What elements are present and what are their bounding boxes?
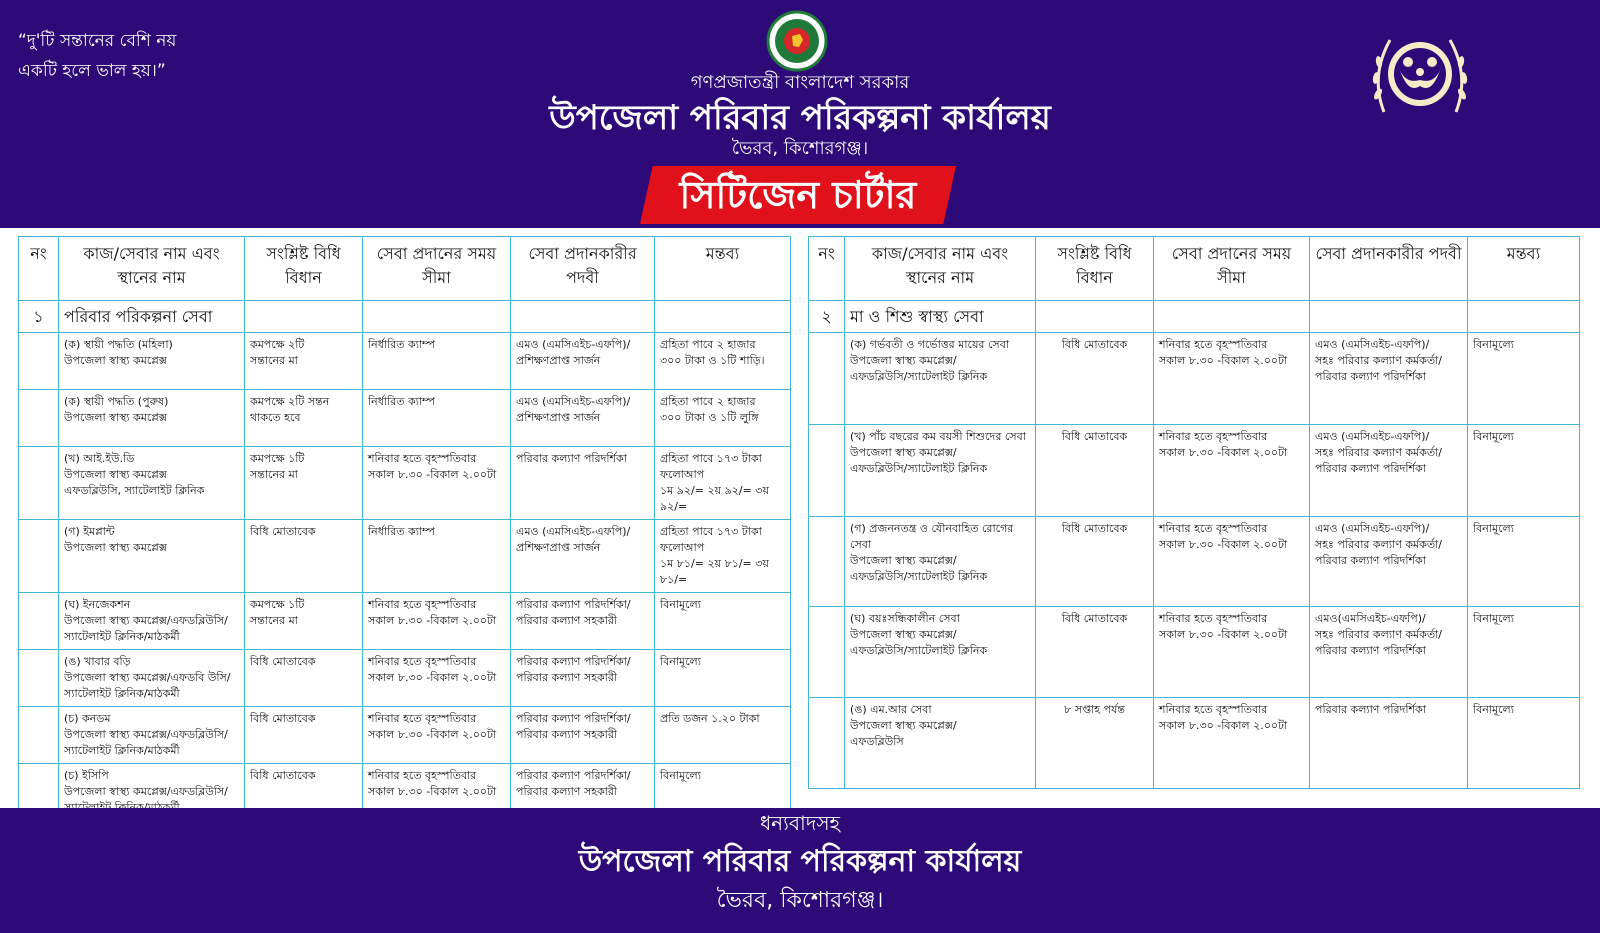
table-row <box>809 607 1580 698</box>
provider-line: এমও (এমসিএইচ-এফপি)/ <box>516 525 631 538</box>
provider-line: সহঃ পরিবার কল্যাণ কর্মকর্তা/ <box>1315 446 1443 459</box>
cell-service <box>845 607 1036 698</box>
service-line: এফডব্লিউসি <box>850 735 904 748</box>
citizen-charter-badge <box>640 166 956 224</box>
provider-line: পরিবার কল্যাণ পরিদর্শিকা <box>1315 703 1426 716</box>
time-line: শনিবার হতে বৃহস্পতিবার <box>1159 703 1268 716</box>
office-location: ভৈরব, কিশোরগঞ্জ। <box>731 138 869 159</box>
cell-remark <box>1468 425 1580 517</box>
rule-line: থাকতে হবে <box>250 411 301 424</box>
cell-service <box>845 698 1036 789</box>
row-number-cell <box>19 447 59 520</box>
remark-line: গ্রহিতা পাবে ১৭৩ টাকা <box>660 452 762 465</box>
service-line: স্যাটেলাইট ক্লিনিক/মাঠকর্মী <box>64 630 180 643</box>
service-line: (চ) ইসিপি <box>64 769 109 782</box>
cell-time <box>1154 425 1310 517</box>
service-line: এফডব্লিউসি/স্যাটেলাইট ক্লিনিক <box>850 462 988 475</box>
remark-line: ফলোআপ <box>660 541 705 554</box>
cell-rule <box>245 650 363 707</box>
service-line: (গ) ইমপ্লান্ট <box>64 525 115 538</box>
cell-service <box>59 520 245 593</box>
service-line: উপজেলা স্বাস্থ্য কমপ্লেক্স <box>64 468 167 481</box>
provider-line: প্রশিক্ষণপ্রাপ্ত সার্জন <box>516 411 601 424</box>
cell-time <box>363 333 511 390</box>
cell-rule <box>245 707 363 764</box>
table-row <box>19 447 791 520</box>
rule-line: বিধি মোতাবেক <box>250 712 316 725</box>
cell-remark <box>1468 607 1580 698</box>
section-row <box>19 301 791 333</box>
service-line: উপজেলা স্বাস্থ্য কমপ্লেক্স/ <box>850 719 957 732</box>
row-number-cell <box>809 333 845 425</box>
rule-line: বিধি মোতাবেক <box>250 525 316 538</box>
time-line: শনিবার হতে বৃহস্পতিবার <box>1159 522 1268 535</box>
provider-line: পরিবার কল্যাণ পরিদর্শিকা <box>1315 370 1426 383</box>
time-line: সকাল ৮.৩০ -বিকাল ২.০০টা <box>368 614 497 627</box>
provider-line: সহঃ পরিবার কল্যাণ কর্মকর্তা/ <box>1315 354 1443 367</box>
slogan-line-1: “দু'টি সন্তানের বেশি নয় <box>18 31 177 51</box>
time-line: শনিবার হতে বৃহস্পতিবার <box>1159 612 1268 625</box>
slogan-line-2: একটি হলে ভাল হয়।” <box>18 61 166 81</box>
rule-line: কমপক্ষে ১টি <box>250 452 305 465</box>
column-header-no: নং <box>809 237 845 301</box>
cell-time <box>363 707 511 764</box>
section-row <box>809 301 1580 333</box>
cell-service <box>59 593 245 650</box>
service-line: (ক) স্থায়ী পদ্ধতি (পুরুষ) <box>64 395 169 408</box>
provider-line: এমও (এমসিএইচ-এফপি)/ <box>1315 430 1430 443</box>
cell-remark <box>655 520 791 593</box>
cell-time <box>1154 607 1310 698</box>
remark-line: প্রতি ডজন ১.২০ টাকা <box>660 712 760 725</box>
rule-line: কমপক্ষে ১টি <box>250 598 305 611</box>
cell-service <box>59 390 245 447</box>
table-row <box>809 425 1580 517</box>
time-line: সকাল ৮.৩০ -বিকাল ২.০০টা <box>368 468 497 481</box>
service-line: (ঙ) এম.আর সেবা <box>850 703 932 716</box>
cell-rule <box>1036 425 1154 517</box>
remark-line: ফলোআপ <box>660 468 705 481</box>
rule-line: বিধি মোতাবেক <box>250 655 316 668</box>
column-header-service: কাজ/সেবার নাম এবং স্থানের নাম <box>59 237 245 301</box>
provider-line: পরিবার কল্যাণ পরিদর্শিকা/ <box>516 598 631 611</box>
service-line: (খ) আই.ইউ.ডি <box>64 452 135 465</box>
rule-line: কমপক্ষে ২টি সন্তন <box>250 395 330 408</box>
time-line: সকাল ৮.৩০ -বিকাল ২.০০টা <box>1159 538 1288 551</box>
row-number-cell <box>19 593 59 650</box>
remark-line: বিনামূল্যে <box>660 598 701 611</box>
table-row <box>19 333 791 390</box>
cell-remark <box>1468 333 1580 425</box>
cell-time <box>363 593 511 650</box>
provider-line: পরিবার কল্যাণ পরিদর্শিকা <box>1315 644 1426 657</box>
service-line: উপজেলা স্বাস্থ্য কমপ্লেক্স/ <box>850 354 957 367</box>
remark-line: বিনামূল্যে <box>660 655 701 668</box>
table-row <box>19 707 791 764</box>
rule-line: বিধি মোতাবেক <box>1061 612 1128 625</box>
cell-provider <box>511 593 655 650</box>
cell-remark <box>655 650 791 707</box>
service-line: (গ) প্রজননতন্ত্র ও যৌনবাহিত রোগের সেবা <box>850 522 1014 551</box>
cell-rule <box>1036 517 1154 607</box>
cell-provider <box>1310 333 1468 425</box>
time-line: শনিবার হতে বৃহস্পতিবার <box>368 712 477 725</box>
column-header-remark: মন্তব্য <box>1468 237 1580 301</box>
column-header-remark: মন্তব্য <box>655 237 791 301</box>
remark-line: ১ম ৮১/= ২য় ৮১/= ৩য় ৮১/= <box>660 557 769 586</box>
provider-line: পরিবার কল্যাণ পরিদর্শিকা <box>516 452 627 465</box>
service-line: উপজেলা স্বাস্থ্য কমপ্লেক্স/এফডব্লিউসি/ <box>64 614 228 627</box>
column-header-time: সেবা প্রদানের সময় সীমা <box>363 237 511 301</box>
cell-provider <box>1310 517 1468 607</box>
column-header-no: নং <box>19 237 59 301</box>
cell-rule <box>245 593 363 650</box>
cell-remark <box>655 390 791 447</box>
provider-line: পরিবার কল্যাণ পরিদর্শিকা <box>1315 554 1426 567</box>
footer-thanks: ধন্যবাদসহ <box>759 811 841 835</box>
cell-provider <box>511 447 655 520</box>
table-header-row <box>809 237 1580 301</box>
service-line: স্যাটেলাইট ক্লিনিক/মাঠকর্মী <box>64 744 180 757</box>
service-line: (চ) কনডম <box>64 712 111 725</box>
time-line: সকাল ৮.৩০ -বিকাল ২.০০টা <box>1159 354 1288 367</box>
cell-service <box>59 447 245 520</box>
charter-title: সিটিজেন চার্টার <box>679 173 917 217</box>
cell-rule <box>245 447 363 520</box>
remark-line: বিনামূল্যে <box>1473 612 1514 625</box>
service-line: উপজেলা স্বাস্থ্য কমপ্লেক্স/ <box>850 554 957 567</box>
rule-line: বিধি মোতাবেক <box>1061 338 1128 351</box>
provider-line: পরিবার কল্যাণ পরিদর্শিকা/ <box>516 712 631 725</box>
cell-time <box>1154 698 1310 789</box>
rule-line: বিধি মোতাবেক <box>1061 522 1128 535</box>
service-line: উপজেলা স্বাস্থ্য কমপ্লেক্স/এফডব্লিউসি/ <box>64 785 228 798</box>
remark-line: বিনামূল্যে <box>1473 338 1514 351</box>
service-line: (খ) পাঁচ বছরের কম বয়সী শিশুদের সেবা <box>850 430 1026 443</box>
provider-line: পরিবার কল্যাণ সহকারী <box>516 614 618 627</box>
cell-rule <box>245 390 363 447</box>
provider-line: এমও (এমসিএইচ-এফপি)/ <box>516 395 631 408</box>
cell-remark <box>655 593 791 650</box>
column-header-service: কাজ/সেবার নাম এবং স্থানের নাম <box>845 237 1036 301</box>
time-line: শনিবার হতে বৃহস্পতিবার <box>368 452 477 465</box>
rule-line: সন্তানের মা <box>250 614 298 627</box>
table-header-row <box>19 237 791 301</box>
time-line: শনিবার হতে বৃহস্পতিবার <box>1159 338 1268 351</box>
cell-service <box>845 425 1036 517</box>
column-header-rule: সংশ্লিষ্ট বিধি বিধান <box>245 237 363 301</box>
table-row <box>19 650 791 707</box>
row-number-cell <box>809 698 845 789</box>
cell-time <box>363 447 511 520</box>
remark-line: ৩০০ টাকা ও ১টি শাড়ি। <box>660 354 765 367</box>
row-number-cell <box>19 333 59 390</box>
service-line: উপজেলা স্বাস্থ্য কমপ্লেক্স <box>64 411 167 424</box>
table-row <box>809 333 1580 425</box>
rule-line: সন্তানের মা <box>250 354 298 367</box>
service-line: এফডব্লিউসি, স্যাটেলাইট ক্লিনিক <box>64 484 205 497</box>
time-line: নির্ধারিত ক্যাম্প <box>368 395 435 408</box>
column-header-provider: সেবা প্রদানকারীর পদবী <box>511 237 655 301</box>
cell-provider <box>1310 425 1468 517</box>
cell-service <box>845 517 1036 607</box>
service-line: স্যাটেলাইট ক্লিনিক/মাঠকর্মী <box>64 687 180 700</box>
service-line: এফডব্লিউসি/স্যাটেলাইট ক্লিনিক <box>850 370 988 383</box>
empty-cell <box>363 301 511 333</box>
service-line: (ঘ) বয়ঃসন্ধিকালীন সেবা <box>850 612 960 625</box>
remark-line: বিনামূল্যে <box>1473 430 1514 443</box>
service-line: এফডব্লিউসি/স্যাটেলাইট ক্লিনিক <box>850 644 988 657</box>
provider-line: পরিবার কল্যাণ সহকারী <box>516 728 618 741</box>
provider-line: পরিবার কল্যাণ পরিদর্শিকা <box>1315 462 1426 475</box>
cell-remark <box>655 707 791 764</box>
table-row <box>809 698 1580 789</box>
provider-line: এমও (এমসিএইচ-এফপি)/ <box>516 338 631 351</box>
cell-remark <box>655 333 791 390</box>
cell-remark <box>1468 517 1580 607</box>
empty-cell <box>1154 301 1310 333</box>
service-line: উপজেলা স্বাস্থ্য কমপ্লেক্স <box>64 541 167 554</box>
time-line: সকাল ৮.৩০ -বিকাল ২.০০টা <box>1159 446 1288 459</box>
provider-line: এমও(এমসিএইচ-এফপি)/ <box>1315 612 1426 625</box>
service-line: এফডব্লিউসি/স্যাটেলাইট ক্লিনিক <box>850 570 988 583</box>
remark-line: গ্রহিতা পাবে ২ হাজার <box>660 338 756 351</box>
cell-provider <box>511 333 655 390</box>
provider-line: পরিবার কল্যাণ পরিদর্শিকা/ <box>516 655 631 668</box>
time-line: শনিবার হতে বৃহস্পতিবার <box>368 655 477 668</box>
remark-line: বিনামূল্যে <box>660 769 701 782</box>
cell-rule <box>245 520 363 593</box>
cell-provider <box>1310 607 1468 698</box>
time-line: সকাল ৮.৩০ -বিকাল ২.০০টা <box>368 785 497 798</box>
cell-provider <box>511 650 655 707</box>
empty-cell <box>245 301 363 333</box>
empty-cell <box>1310 301 1468 333</box>
time-line: সকাল ৮.৩০ -বিকাল ২.০০টা <box>368 728 497 741</box>
cell-provider <box>511 520 655 593</box>
row-number-cell <box>19 390 59 447</box>
table-row <box>19 593 791 650</box>
cell-rule <box>1036 607 1154 698</box>
row-number-cell <box>809 607 845 698</box>
table-row <box>809 517 1580 607</box>
column-header-provider: সেবা প্রদানকারীর পদবী <box>1310 237 1468 301</box>
cell-remark <box>1468 698 1580 789</box>
cell-rule <box>245 333 363 390</box>
office-title: উপজেলা পরিবার পরিকল্পনা কার্যালয় <box>549 98 1051 138</box>
remark-line: ১ম ৯২/= ২য় ৯২/= ৩য় ৯২/= <box>660 484 769 513</box>
remark-line: বিনামূল্যে <box>1473 703 1514 716</box>
service-line: উপজেলা স্বাস্থ্য কমপ্লেক্স/এফডবি উসি/ <box>64 671 231 684</box>
provider-line: এমও (এমসিএইচ-এফপি)/ <box>1315 522 1430 535</box>
cell-service <box>59 650 245 707</box>
row-number-cell <box>19 520 59 593</box>
service-line: (ঘ) ইনজেকশন <box>64 598 131 611</box>
time-line: শনিবার হতে বৃহস্পতিবার <box>368 598 477 611</box>
cell-service <box>59 707 245 764</box>
row-number-cell <box>809 425 845 517</box>
cell-provider <box>511 707 655 764</box>
provider-line: সহঃ পরিবার কল্যাণ কর্মকর্তা/ <box>1315 628 1443 641</box>
cell-provider <box>1310 698 1468 789</box>
service-line: উপজেলা স্বাস্থ্য কমপ্লেক্স <box>64 354 167 367</box>
rule-line: কমপক্ষে ২টি <box>250 338 305 351</box>
time-line: সকাল ৮.৩০ -বিকাল ২.০০টা <box>1159 719 1288 732</box>
empty-cell <box>511 301 655 333</box>
empty-cell <box>655 301 791 333</box>
rule-line: ৮ সপ্তাহ পর্যন্ত <box>1064 703 1125 716</box>
service-line: (ক) গর্ভবতী ও গর্ভোত্তর মায়ের সেবা <box>850 338 1010 351</box>
section-title: পরিবার পরিকল্পনা সেবা <box>59 301 245 333</box>
cell-service <box>59 333 245 390</box>
cell-time <box>363 520 511 593</box>
empty-cell <box>1468 301 1580 333</box>
provider-line: এমও (এমসিএইচ-এফপি)/ <box>1315 338 1430 351</box>
cell-rule <box>1036 333 1154 425</box>
time-line: নির্ধারিত ক্যাম্প <box>368 525 435 538</box>
service-line: উপজেলা স্বাস্থ্য কমপ্লেক্স/ <box>850 628 957 641</box>
cell-time <box>1154 517 1310 607</box>
time-line: নির্ধারিত ক্যাম্প <box>368 338 435 351</box>
cell-service <box>845 333 1036 425</box>
cell-rule <box>1036 698 1154 789</box>
cell-time <box>363 650 511 707</box>
government-seal-icon <box>766 10 828 72</box>
section-number: ২ <box>809 301 845 333</box>
remark-line: বিনামূল্যে <box>1473 522 1514 535</box>
cell-remark <box>655 447 791 520</box>
service-line: (ক) স্থায়ী পদ্ধতি (মহিলা) <box>64 338 173 351</box>
cell-provider <box>511 390 655 447</box>
remark-line: গ্রহিতা পাবে ২ হাজার <box>660 395 756 408</box>
mother-child-health-service-table <box>808 236 1580 789</box>
provider-line: প্রশিক্ষণপ্রাপ্ত সার্জন <box>516 541 601 554</box>
table-row <box>19 390 791 447</box>
provider-line: সহঃ পরিবার কল্যাণ কর্মকর্তা/ <box>1315 538 1443 551</box>
row-number-cell <box>19 707 59 764</box>
service-line: উপজেলা স্বাস্থ্য কমপ্লেক্স/ <box>850 446 957 459</box>
family-planning-service-table <box>18 236 791 822</box>
footer-location: ভৈরব, কিশোরগঞ্জ। <box>716 888 884 913</box>
government-name: গণপ্রজাতন্ত্রী বাংলাদেশ সরকার <box>690 72 910 93</box>
time-line: শনিবার হতে বৃহস্পতিবার <box>1159 430 1268 443</box>
service-line: উপজেলা স্বাস্থ্য কমপ্লেক্স/এফডব্লিউসি/ <box>64 728 228 741</box>
cell-time <box>363 390 511 447</box>
service-line: (ঙ) খাবার বড়ি <box>64 655 131 668</box>
remark-line: ৩০০ টাকা ও ১টি লুঙ্গি <box>660 411 759 424</box>
row-number-cell <box>19 650 59 707</box>
time-line: শনিবার হতে বৃহস্পতিবার <box>368 769 477 782</box>
time-line: সকাল ৮.৩০ -বিকাল ২.০০টা <box>368 671 497 684</box>
time-line: সকাল ৮.৩০ -বিকাল ২.০০টা <box>1159 628 1288 641</box>
remark-line: গ্রহিতা পাবে ১৭৩ টাকা <box>660 525 762 538</box>
provider-line: পরিবার কল্যাণ সহকারী <box>516 785 618 798</box>
column-header-time: সেবা প্রদানের সময় সীমা <box>1154 237 1310 301</box>
rule-line: বিধি মোতাবেক <box>1061 430 1128 443</box>
provider-line: পরিবার কল্যাণ সহকারী <box>516 671 618 684</box>
footer-office-title: উপজেলা পরিবার পরিকল্পনা কার্যালয় <box>578 844 1022 879</box>
table-row <box>19 520 791 593</box>
cell-time <box>1154 333 1310 425</box>
empty-cell <box>1036 301 1154 333</box>
provider-line: পরিবার কল্যাণ পরিদর্শিকা/ <box>516 769 631 782</box>
section-number: ১ <box>19 301 59 333</box>
row-number-cell <box>809 517 845 607</box>
column-header-rule: সংশ্লিষ্ট বিধি বিধান <box>1036 237 1154 301</box>
rule-line: সন্তানের মা <box>250 468 298 481</box>
section-title: মা ও শিশু স্বাস্থ্য সেবা <box>845 301 1036 333</box>
provider-line: প্রশিক্ষণপ্রাপ্ত সার্জন <box>516 354 601 367</box>
rule-line: বিধি মোতাবেক <box>250 769 316 782</box>
